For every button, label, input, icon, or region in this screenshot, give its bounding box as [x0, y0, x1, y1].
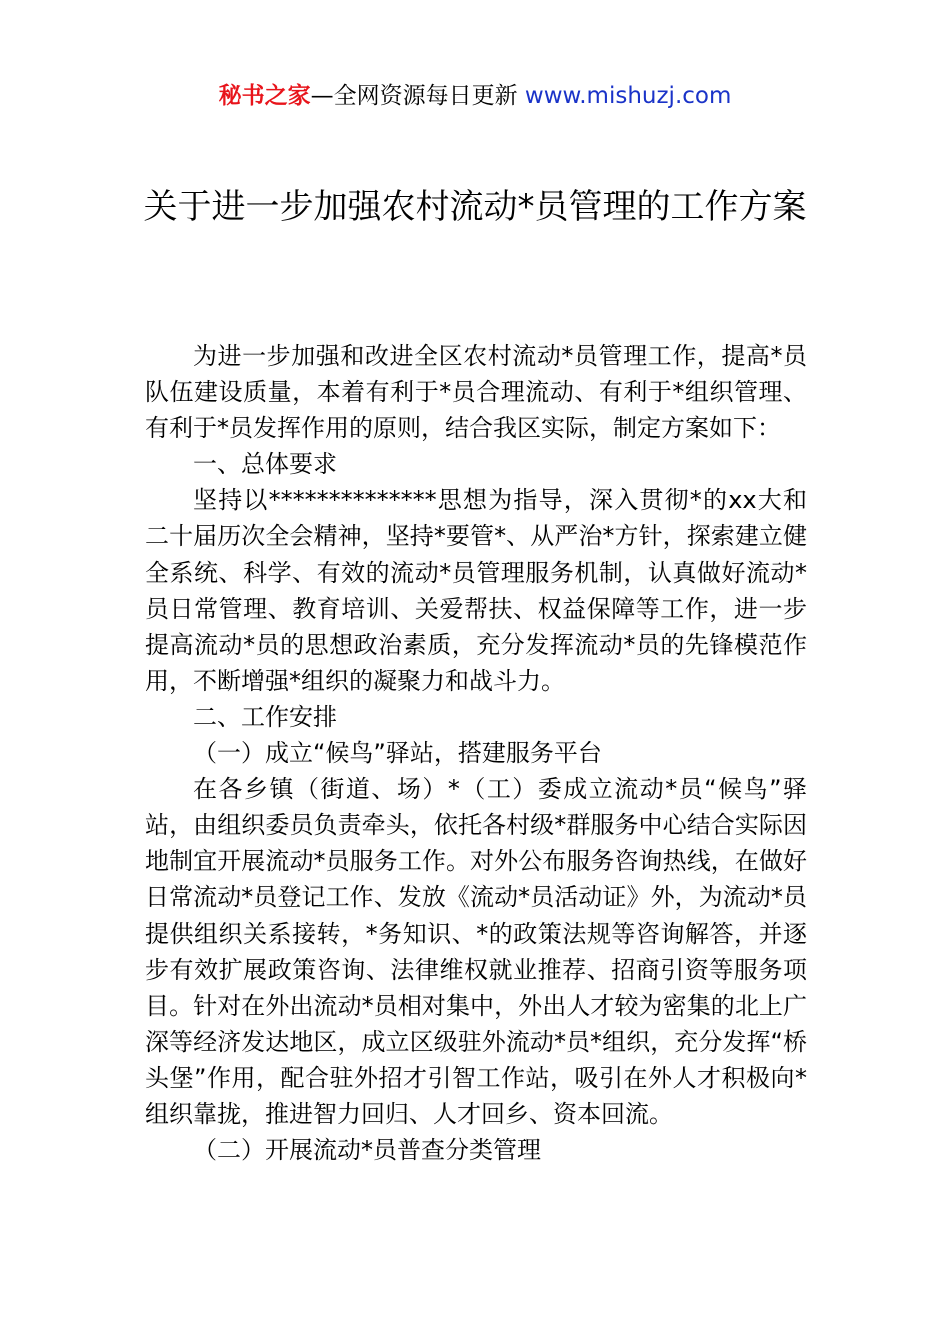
site-name: 秘书之家 [218, 83, 311, 109]
site-header [0, 80, 950, 112]
site-url-link[interactable]: www.mishuzj.com [524, 83, 732, 109]
subsection-heading: （二）开展流动*员普查分类管理 [193, 1136, 541, 1165]
site-slogan: —全网资源每日更新 [310, 83, 518, 109]
body-paragraph: 坚持以**************思想为指导，深入贯彻*的xx大和二十届历次全会精神，坚持*要管*、从严治*方针，探索建立健全系统、科学、有效的流动*员管理服务机制，认真做好流动*员日常管理、教育培训、关爱帮扶、权益保障等工作，进一步提高流动*员的思想政治素质，充分发挥流动*员的先锋模范作用，不断增强*组织的凝聚力和战斗力。 [145, 486, 807, 695]
section-heading: 二、工作安排 [193, 702, 337, 731]
document-title: 关于进一步加强农村流动*员管理的工作方案 [143, 187, 807, 227]
section-heading: 一、总体要求 [193, 450, 337, 479]
intro-paragraph: 为进一步加强和改进全区农村流动*员管理工作，提高*员队伍建设质量，本着有利于*员合理流动、有利于*组织管理、有利于*员发挥作用的原则，结合我区实际，制定方案如下： [145, 342, 807, 443]
body-paragraph: 在各乡镇（街道、场）*（工）委成立流动*员“候鸟”驿站，由组织委员负责牵头，依托各村级*群服务中心结合实际因地制宜开展流动*员服务工作。对外公布服务咨询热线，在做好日常流动*员登记工作、发放《流动*员活动证》外，为流动*员提供组织关系接转，*务知识、*的政策法规等咨询解答，并逐步有效扩展政策咨询、法律维权就业推荐、招商引资等服务项目。针对在外出流动*员相对集中，外出人才较为密集的北上广深等经济发达地区，成立区级驻外流动*员*组织，充分发挥“桥头堡”作用，配合驻外招才引智工作站，吸引在外人才积极向*组织靠拢，推进智力回归、人才回乡、资本回流。 [145, 775, 807, 1128]
document-body [145, 338, 807, 1168]
subsection-heading: （一）成立“候鸟”驿站，搭建服务平台 [193, 739, 602, 768]
